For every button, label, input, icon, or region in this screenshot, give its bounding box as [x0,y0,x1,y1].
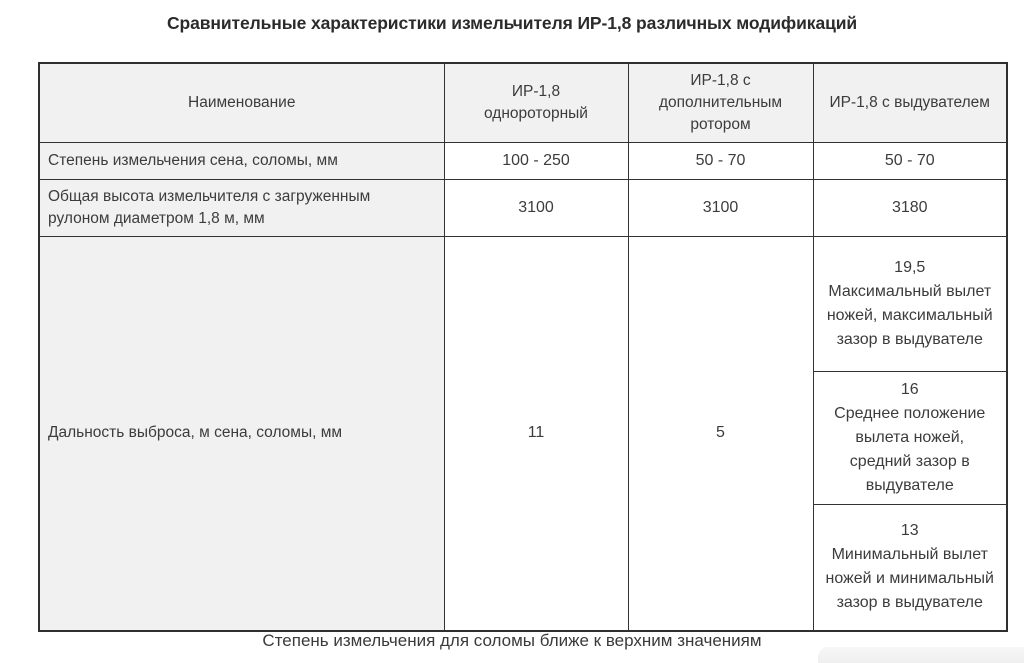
row-label: Общая высота измельчителя с загруженным рулоном диаметром 1,8 м, мм [39,179,444,236]
row-label: Степень измельчения сена, соломы, мм [39,142,444,179]
page-title: Сравнительные характеристики измельчителя ИР-1,8 различных модификаций [166,13,858,33]
cell-value: 100 - 250 [444,142,628,179]
sub-cell-mid [813,371,1007,504]
cell-value: 5 [628,236,813,631]
sub-cell-min [813,504,1007,631]
header-cell-blower: ИР-1,8 с выдувателем [813,63,1007,142]
row-label: Дальность выброса, м сена, соломы, мм [39,236,444,631]
sub-cell-value: 16 [900,380,919,398]
header-cell-single-rotor: ИР-1,8 однороторный [444,63,628,142]
sub-cell-max [813,236,1007,371]
table-row-height [39,179,1007,236]
cell-value: 3180 [813,179,1007,236]
header-cell-name: Наименование [39,63,444,142]
watermark-box [818,647,1024,663]
table-header-row [39,63,1007,142]
cell-value: 3100 [444,179,628,236]
comparison-table [38,62,1008,632]
header-cell-additional-rotor: ИР-1,8 с дополнительным ротором [628,63,813,142]
sub-cell-value: 13 [900,522,919,540]
cell-value: 50 - 70 [628,142,813,179]
sub-cell-note: Максимальный вылет ножей, максимальный зазор в выдувателе [826,282,993,348]
sub-cell-value: 19,5 [894,258,926,276]
footnote: Степень измельчения для соломы ближе к верхним значениям [262,631,762,650]
sub-cell-note: Среднее положение вылета ножей, средний зазор в выдувателе [834,404,986,494]
cell-value: 3100 [628,179,813,236]
cell-value: 11 [444,236,628,631]
table-row-degree [39,142,1007,179]
cell-value: 50 - 70 [813,142,1007,179]
table-row-throw-distance [39,236,1007,371]
sub-cell-note: Минимальный вылет ножей и минимальный зазор в выдувателе [825,546,994,612]
